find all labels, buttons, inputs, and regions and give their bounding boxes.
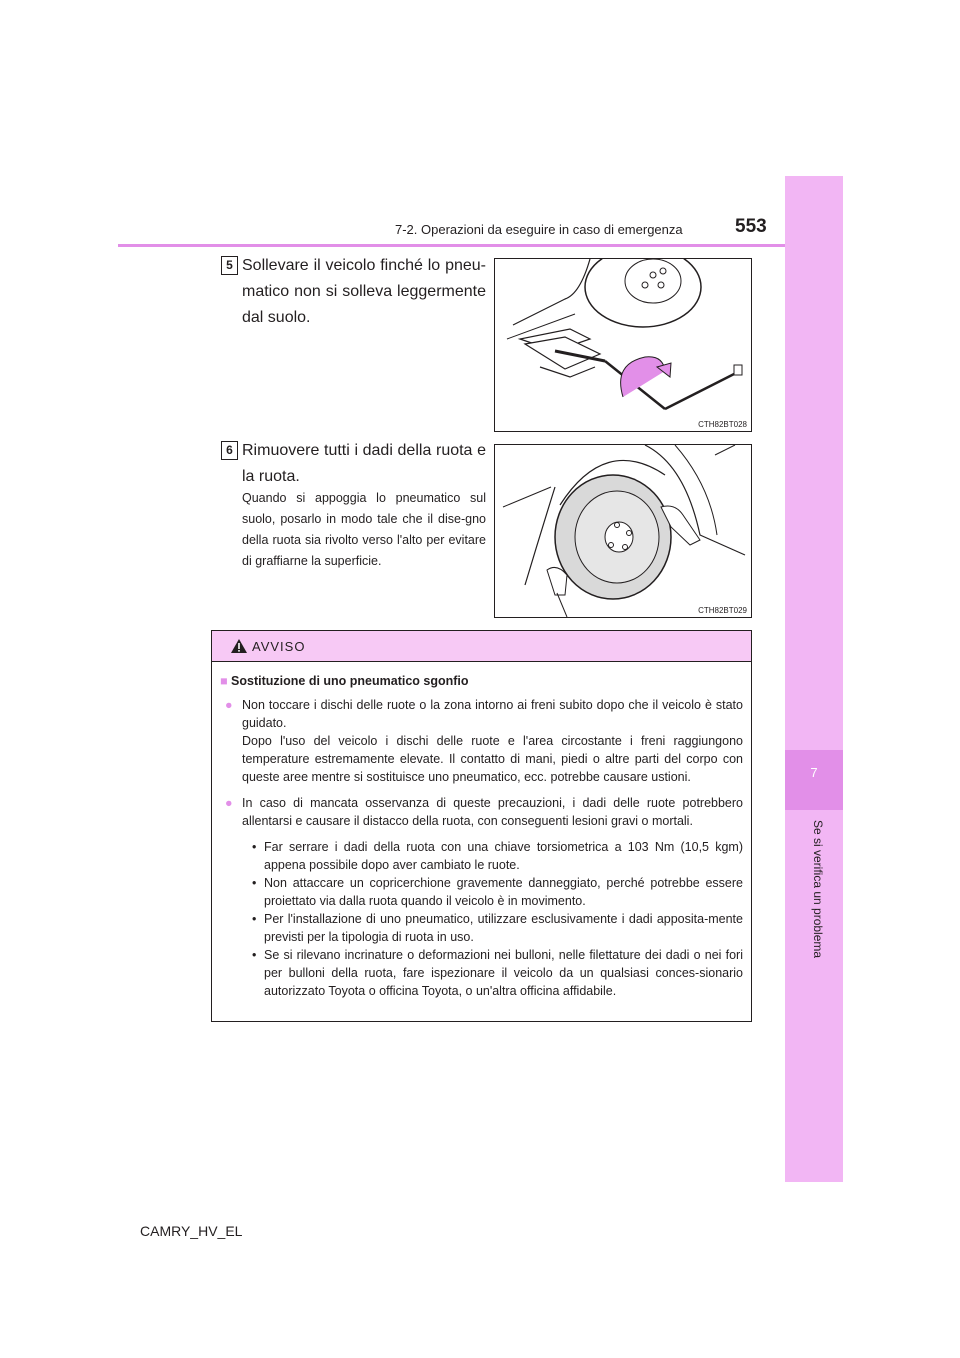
sub-bullet-text: Per l'installazione di uno pneumatico, utilizzare esclusivamente i dadi apposita-mente previsti per la tipologia di ruota in uso. — [264, 912, 743, 944]
warning-box — [211, 630, 752, 1022]
chapter-side-tab — [785, 176, 843, 1182]
warning-bullet-text: Dopo l'uso del veicolo i dischi delle ruote e l'area circostante i freni raggiungono temperature estremamente elevate. Il contatto di mani, piedi o altre parti del corpo con queste aree mentre si sostituisce uno pneumatico, ecc. potrebbe causare ustioni. — [242, 734, 743, 784]
step-6-text: Rimuovere tutti i dadi della ruota e la ruota. — [242, 442, 486, 485]
warning-header — [212, 631, 751, 662]
warning-sub-bullet — [220, 874, 743, 910]
dot-marker-icon: • — [252, 912, 257, 926]
dot-marker-icon: • — [252, 876, 257, 890]
figure-wheel-removal — [494, 444, 752, 618]
model-code: CAMRY_HV_EL — [140, 1223, 243, 1239]
chapter-number: 7 — [810, 765, 818, 780]
figure-jack-raising — [494, 258, 752, 432]
warning-bullet-text: In caso di mancata osservanza di queste precauzioni, i dadi delle ruote potrebbero allentarsi e causare il distacco della ruota, con conseguenti lesioni gravi o mortali. — [242, 796, 743, 828]
step-number-6: 6 — [221, 441, 238, 460]
figure-code: CTH82BT029 — [698, 606, 747, 615]
warning-subheading — [220, 672, 743, 690]
header-divider — [118, 244, 785, 247]
page-number: 553 — [735, 216, 767, 237]
warning-bullet — [220, 794, 743, 830]
dot-marker-icon: • — [252, 948, 257, 962]
warning-triangle-icon — [230, 638, 248, 654]
circle-bullet-icon: ● — [225, 796, 233, 810]
warning-sub-bullet — [220, 946, 743, 1000]
warning-body — [212, 662, 751, 1000]
warning-bullet-text: Non toccare i dischi delle ruote o la zona intorno ai freni subito dopo che il veicolo è stato guidato. — [242, 698, 743, 730]
sub-bullet-text: Non attaccare un copricerchione gravemente danneggiato, perché potrebbe essere proiettato via dalla ruota quando il veicolo è in movimento. — [264, 876, 743, 908]
square-bullet-icon: ■ — [220, 674, 228, 688]
warning-sub-bullet — [220, 910, 743, 946]
section-title: 7-2. Operazioni da eseguire in caso di emergenza — [395, 222, 683, 237]
warning-title: AVVISO — [252, 639, 306, 654]
dot-marker-icon: • — [252, 840, 257, 854]
jack-illustration — [495, 259, 751, 431]
wheel-illustration — [495, 445, 751, 617]
chapter-number-tab — [785, 750, 843, 810]
sub-bullet-text: Se si rilevano incrinature o deformazioni nei bulloni, nelle filettature dei dadi o nei fori per bulloni della ruota, fare ispezionare il veicolo da un qualsiasi conces-sionario autorizzato Toyota o officina Toyota, o un'altra officina affidabile. — [264, 948, 743, 998]
warning-bullet — [220, 696, 743, 786]
step-6-note: Quando si appoggia lo pneumatico sul suolo, posarlo in modo tale che il dise-gno della ruota sia rivolto verso l'alto per evitare di graffiarne la superficie. — [242, 491, 486, 568]
warning-subheading-text: Sostituzione di uno pneumatico sgonfio — [231, 674, 469, 688]
step-5-text: Sollevare il veicolo finché lo pneu-matico non si solleva leggermente dal suolo. — [242, 257, 486, 326]
chapter-title: Se si verifica un problema — [811, 820, 825, 959]
step-number-5: 5 — [221, 256, 238, 275]
circle-bullet-icon: ● — [225, 698, 233, 712]
figure-code: CTH82BT028 — [698, 420, 747, 429]
warning-sub-bullet — [220, 838, 743, 874]
sub-bullet-text: Far serrare i dadi della ruota con una chiave torsiometrica a 103 Nm (10,5 kgm) appena possibile dopo aver cambiato le ruote. — [264, 840, 743, 872]
